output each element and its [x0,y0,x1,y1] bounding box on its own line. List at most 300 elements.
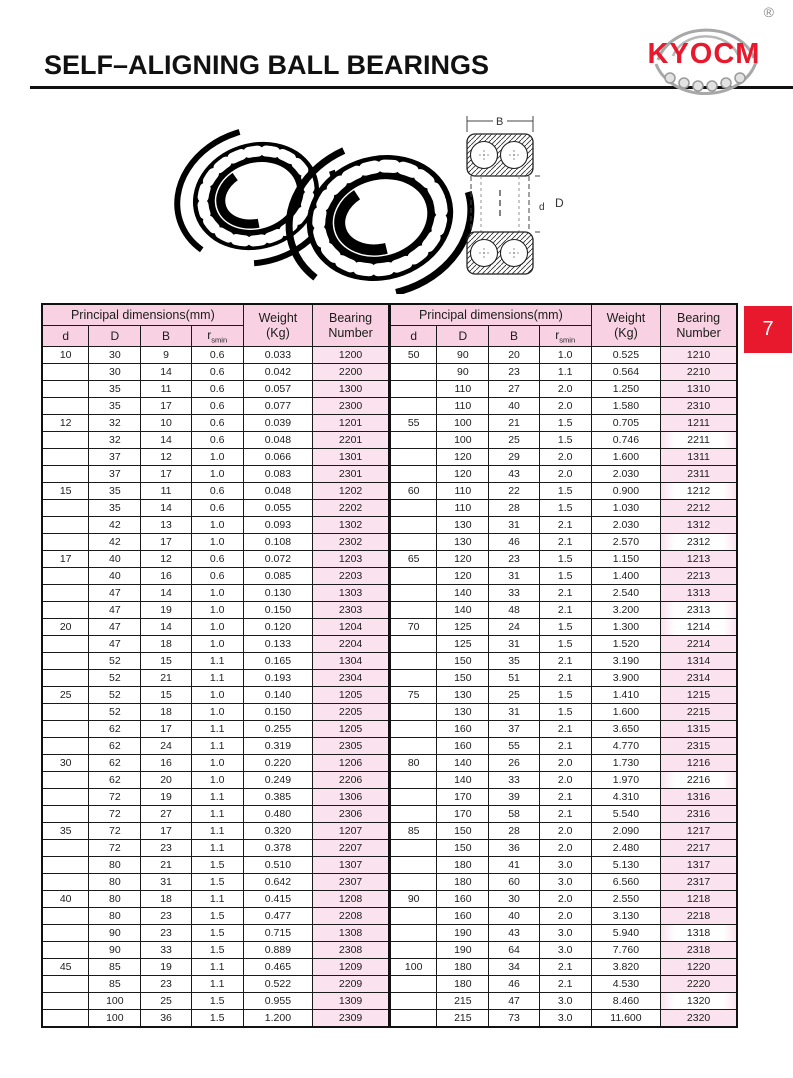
cell-weight: 0.130 [243,585,312,602]
cell-bearing-number: 1218 [661,891,737,908]
cell-rsmin: 1.0 [191,517,243,534]
cell-D: 80 [89,891,141,908]
table-row [42,398,389,415]
cell-rsmin: 2.1 [539,721,591,738]
cell-B: 23 [489,364,539,381]
cell-rsmin: 2.1 [539,959,591,976]
cell-B: 31 [489,568,539,585]
cell-rsmin: 1.0 [191,687,243,704]
bearings-table-left [41,303,390,1028]
cell-B: 73 [489,1010,539,1028]
cell-weight: 3.190 [591,653,660,670]
cell-rsmin: 2.0 [539,755,591,772]
cell-B: 30 [489,891,539,908]
cell-bearing-number: 1306 [313,789,389,806]
cell-bearing-number: 1308 [313,925,389,942]
cell-D: 72 [89,789,141,806]
cell-rsmin: 1.5 [539,432,591,449]
cell-rsmin: 2.0 [539,840,591,857]
cell-rsmin: 2.0 [539,891,591,908]
table-row [390,874,737,891]
cell-B: 19 [141,959,191,976]
cell-weight: 2.030 [591,466,660,483]
cell-bearing-number: 2301 [313,466,389,483]
cell-D: 47 [89,602,141,619]
cell-D: 90 [437,364,489,381]
cell-weight: 0.150 [243,602,312,619]
cell-d: 10 [42,347,89,364]
cell-rsmin: 3.0 [539,925,591,942]
cell-B: 12 [141,551,191,568]
cell-weight: 7.760 [591,942,660,959]
cell-B: 31 [489,517,539,534]
cell-D: 150 [437,840,489,857]
cell-B: 15 [141,687,191,704]
table-row [390,466,737,483]
cell-D: 80 [89,874,141,891]
cell-weight: 3.200 [591,602,660,619]
dimension-label-b: B [496,116,504,128]
cell-weight: 3.820 [591,959,660,976]
cell-B: 14 [141,619,191,636]
cell-weight: 1.520 [591,636,660,653]
cell-d [42,721,89,738]
registered-trademark-icon: ® [763,4,774,20]
cell-rsmin: 1.1 [191,891,243,908]
cell-D: 215 [437,993,489,1010]
cell-rsmin: 2.1 [539,976,591,993]
table-row [42,704,389,721]
cell-bearing-number: 2304 [313,670,389,687]
cell-rsmin: 1.0 [191,449,243,466]
cell-B: 33 [141,942,191,959]
cell-bearing-number: 1320 [661,993,737,1010]
cell-B: 47 [489,993,539,1010]
cell-D: 180 [437,976,489,993]
cell-weight: 2.480 [591,840,660,857]
cell-rsmin: 1.0 [191,534,243,551]
cell-rsmin: 1.0 [191,466,243,483]
cell-bearing-number: 2310 [661,398,737,415]
cell-bearing-number: 2201 [313,432,389,449]
cell-bearing-number: 1314 [661,653,737,670]
bearing-number-column-header [313,304,389,347]
col-header-rsmin: $r_{smin}$ [539,326,591,347]
cell-D: 120 [437,449,489,466]
cell-D: 85 [89,959,141,976]
cell-weight: 8.460 [591,993,660,1010]
table-row [390,704,737,721]
cell-D: 100 [89,1010,141,1028]
table-row [42,738,389,755]
cell-rsmin: 2.0 [539,381,591,398]
table-row [42,925,389,942]
col-header-d: d [42,326,89,347]
cell-d [390,993,437,1010]
col-header-rsmin: $r_{smin}$ [191,326,243,347]
cell-bearing-number: 2318 [661,942,737,959]
cell-weight: 3.130 [591,908,660,925]
cell-d [42,534,89,551]
cell-weight: 5.940 [591,925,660,942]
cell-rsmin: 1.5 [191,857,243,874]
cell-weight: 0.140 [243,687,312,704]
cell-d: 85 [390,823,437,840]
cell-D: 52 [89,704,141,721]
cell-D: 150 [437,670,489,687]
bearing-label: Bearing [329,310,373,325]
cell-B: 13 [141,517,191,534]
cell-bearing-number: 2315 [661,738,737,755]
cell-d [42,1010,89,1028]
cell-weight: 0.415 [243,891,312,908]
cell-rsmin: 3.0 [539,942,591,959]
cell-d: 65 [390,551,437,568]
cell-D: 30 [89,364,141,381]
cell-D: 80 [89,857,141,874]
table-row [390,500,737,517]
cell-D: 72 [89,806,141,823]
table-row [390,840,737,857]
cell-rsmin: 1.1 [191,976,243,993]
table-row [390,959,737,976]
cell-weight: 0.642 [243,874,312,891]
dimension-label-big-d: D [555,196,564,210]
cell-B: 40 [489,398,539,415]
cell-B: 31 [489,704,539,721]
cell-bearing-number: 1213 [661,551,737,568]
cell-rsmin: 1.5 [191,874,243,891]
cell-d: 25 [42,687,89,704]
cell-weight: 0.525 [591,347,660,364]
cell-bearing-number: 1201 [313,415,389,432]
cell-D: 90 [89,942,141,959]
cell-d [42,772,89,789]
cell-rsmin: 2.0 [539,398,591,415]
cell-B: 31 [489,636,539,653]
cell-d [42,466,89,483]
cell-rsmin: 0.6 [191,347,243,364]
cell-D: 160 [437,908,489,925]
cell-d [390,1010,437,1028]
cell-D: 47 [89,619,141,636]
cell-weight: 0.955 [243,993,312,1010]
cell-rsmin: 0.6 [191,415,243,432]
cell-weight: 0.320 [243,823,312,840]
cell-B: 20 [489,347,539,364]
cell-B: 17 [141,398,191,415]
cell-rsmin: 1.0 [191,585,243,602]
cell-bearing-number: 1207 [313,823,389,840]
cell-rsmin: 1.5 [539,619,591,636]
cell-weight: 1.250 [591,381,660,398]
cell-rsmin: 1.1 [191,653,243,670]
cell-d [390,789,437,806]
cell-bearing-number: 2204 [313,636,389,653]
cell-weight: 11.600 [591,1010,660,1028]
table-row [390,976,737,993]
table-row [42,891,389,908]
cell-D: 62 [89,755,141,772]
cell-d [390,602,437,619]
cell-D: 130 [437,534,489,551]
bearings-table [41,303,738,1028]
cell-weight: 0.133 [243,636,312,653]
cell-bearing-number: 1214 [661,619,737,636]
cell-B: 14 [141,585,191,602]
cell-d [390,364,437,381]
cell-B: 26 [489,755,539,772]
cell-rsmin: 2.1 [539,738,591,755]
cell-rsmin: 0.6 [191,568,243,585]
table-row [42,568,389,585]
cell-weight: 0.085 [243,568,312,585]
cell-d [42,381,89,398]
cell-rsmin: 2.1 [539,602,591,619]
cell-D: 160 [437,891,489,908]
weight-unit-label: (Kg) [266,325,290,340]
cell-bearing-number: 2208 [313,908,389,925]
table-row [42,806,389,823]
cell-rsmin: 3.0 [539,874,591,891]
cell-D: 120 [437,551,489,568]
cell-D: 37 [89,466,141,483]
cell-bearing-number: 2218 [661,908,737,925]
dimension-label-d: d [539,202,545,213]
cell-B: 24 [489,619,539,636]
cell-bearing-number: 1209 [313,959,389,976]
cell-D: 170 [437,789,489,806]
cell-bearing-number: 1315 [661,721,737,738]
cell-d [42,602,89,619]
cell-weight: 1.030 [591,500,660,517]
cell-weight: 3.650 [591,721,660,738]
cell-weight: 0.066 [243,449,312,466]
table-row [42,874,389,891]
table-row [390,670,737,687]
cell-rsmin: 0.6 [191,364,243,381]
cell-d: 15 [42,483,89,500]
cell-d: 100 [390,959,437,976]
table-row [390,449,737,466]
cell-rsmin: 3.0 [539,857,591,874]
cell-rsmin: 1.0 [191,755,243,772]
cell-weight: 1.300 [591,619,660,636]
cell-d [42,840,89,857]
cell-d [42,517,89,534]
cell-B: 12 [141,449,191,466]
table-row [42,551,389,568]
cell-rsmin: 1.0 [191,704,243,721]
cell-bearing-number: 2313 [661,602,737,619]
cell-d [390,942,437,959]
cell-weight: 0.093 [243,517,312,534]
cell-B: 17 [141,534,191,551]
cell-rsmin: 1.5 [191,993,243,1010]
cell-rsmin: 1.1 [191,738,243,755]
cell-B: 15 [141,653,191,670]
table-row [390,789,737,806]
cell-B: 46 [489,976,539,993]
cell-rsmin: 1.5 [539,704,591,721]
cell-bearing-number: 2212 [661,500,737,517]
cell-d [390,534,437,551]
cell-weight: 1.600 [591,704,660,721]
cell-weight: 0.072 [243,551,312,568]
table-row [390,636,737,653]
cell-D: 130 [437,687,489,704]
cell-d [390,449,437,466]
cell-bearing-number: 1304 [313,653,389,670]
cell-bearing-number: 2213 [661,568,737,585]
cell-rsmin: 1.1 [191,721,243,738]
cell-B: 46 [489,534,539,551]
cell-d: 30 [42,755,89,772]
cell-d [42,925,89,942]
cell-B: 10 [141,415,191,432]
cell-d: 45 [42,959,89,976]
cell-bearing-number: 1307 [313,857,389,874]
cell-weight: 0.057 [243,381,312,398]
cell-weight: 5.540 [591,806,660,823]
cell-D: 42 [89,534,141,551]
principal-dimensions-header: Principal dimensions(mm) [42,304,243,326]
cell-rsmin: 2.0 [539,449,591,466]
table-row [390,568,737,585]
cell-B: 11 [141,381,191,398]
cell-weight: 1.970 [591,772,660,789]
cell-rsmin: 1.1 [191,823,243,840]
cell-bearing-number: 1210 [661,347,737,364]
cell-rsmin: 1.1 [191,789,243,806]
cell-bearing-number: 2307 [313,874,389,891]
cell-B: 21 [141,670,191,687]
cell-B: 21 [141,857,191,874]
cell-weight: 2.570 [591,534,660,551]
cell-rsmin: 2.1 [539,670,591,687]
cell-B: 14 [141,364,191,381]
table-row [390,1010,737,1028]
table-row [390,857,737,874]
cell-bearing-number: 2207 [313,840,389,857]
cell-weight: 0.522 [243,976,312,993]
cell-D: 72 [89,840,141,857]
cell-d [390,381,437,398]
table-row [42,619,389,636]
cell-D: 32 [89,432,141,449]
cell-D: 52 [89,687,141,704]
weight-column-header [591,304,660,347]
cell-D: 32 [89,415,141,432]
cell-d [390,517,437,534]
table-row [390,619,737,636]
cell-d [390,908,437,925]
table-row [390,381,737,398]
cell-weight: 1.580 [591,398,660,415]
cell-d [42,449,89,466]
cell-weight: 0.120 [243,619,312,636]
cell-bearing-number: 1217 [661,823,737,840]
cell-bearing-number: 2200 [313,364,389,381]
cell-weight: 0.033 [243,347,312,364]
cell-rsmin: 1.0 [539,347,591,364]
cell-d [390,670,437,687]
table-row [42,857,389,874]
cell-D: 130 [437,704,489,721]
cell-B: 20 [141,772,191,789]
weight-column-header [243,304,312,347]
cell-D: 30 [89,347,141,364]
cell-d [42,857,89,874]
cell-d: 50 [390,347,437,364]
cell-weight: 4.530 [591,976,660,993]
cell-rsmin: 1.5 [539,415,591,432]
cell-D: 90 [437,347,489,364]
cell-B: 25 [489,687,539,704]
table-row [42,483,389,500]
cell-rsmin: 1.5 [539,551,591,568]
cell-d [390,806,437,823]
cell-D: 125 [437,636,489,653]
cell-d [390,976,437,993]
cell-bearing-number: 1202 [313,483,389,500]
cell-D: 120 [437,568,489,585]
cell-B: 14 [141,432,191,449]
principal-dimensions-header: Principal dimensions(mm) [390,304,591,326]
cell-bearing-number: 2311 [661,466,737,483]
cell-weight: 0.048 [243,483,312,500]
logo-wordmark: KYOCM [647,38,761,70]
weight-label: Weight [258,310,298,325]
cell-weight: 0.889 [243,942,312,959]
cell-weight: 0.042 [243,364,312,381]
cell-rsmin: 0.6 [191,432,243,449]
cell-B: 27 [489,381,539,398]
cell-weight: 0.083 [243,466,312,483]
cell-B: 37 [489,721,539,738]
cell-rsmin: 2.1 [539,806,591,823]
cell-weight: 1.410 [591,687,660,704]
cell-weight: 0.385 [243,789,312,806]
table-row [42,942,389,959]
cell-B: 18 [141,636,191,653]
cell-B: 64 [489,942,539,959]
table-row [42,670,389,687]
cell-bearing-number: 2302 [313,534,389,551]
cell-B: 29 [489,449,539,466]
cell-rsmin: 1.5 [191,925,243,942]
table-row [42,500,389,517]
table-row [390,908,737,925]
cell-B: 23 [141,908,191,925]
cell-bearing-number: 2202 [313,500,389,517]
cell-rsmin: 2.1 [539,534,591,551]
cell-B: 48 [489,602,539,619]
table-row [42,687,389,704]
cell-weight: 2.550 [591,891,660,908]
table-row [390,891,737,908]
cell-weight: 6.560 [591,874,660,891]
table-row [42,415,389,432]
table-row [390,687,737,704]
cell-B: 25 [141,993,191,1010]
cell-weight: 1.730 [591,755,660,772]
cell-rsmin: 2.1 [539,517,591,534]
cell-bearing-number: 1208 [313,891,389,908]
table-row [390,653,737,670]
cell-weight: 0.165 [243,653,312,670]
cell-rsmin: 2.1 [539,789,591,806]
